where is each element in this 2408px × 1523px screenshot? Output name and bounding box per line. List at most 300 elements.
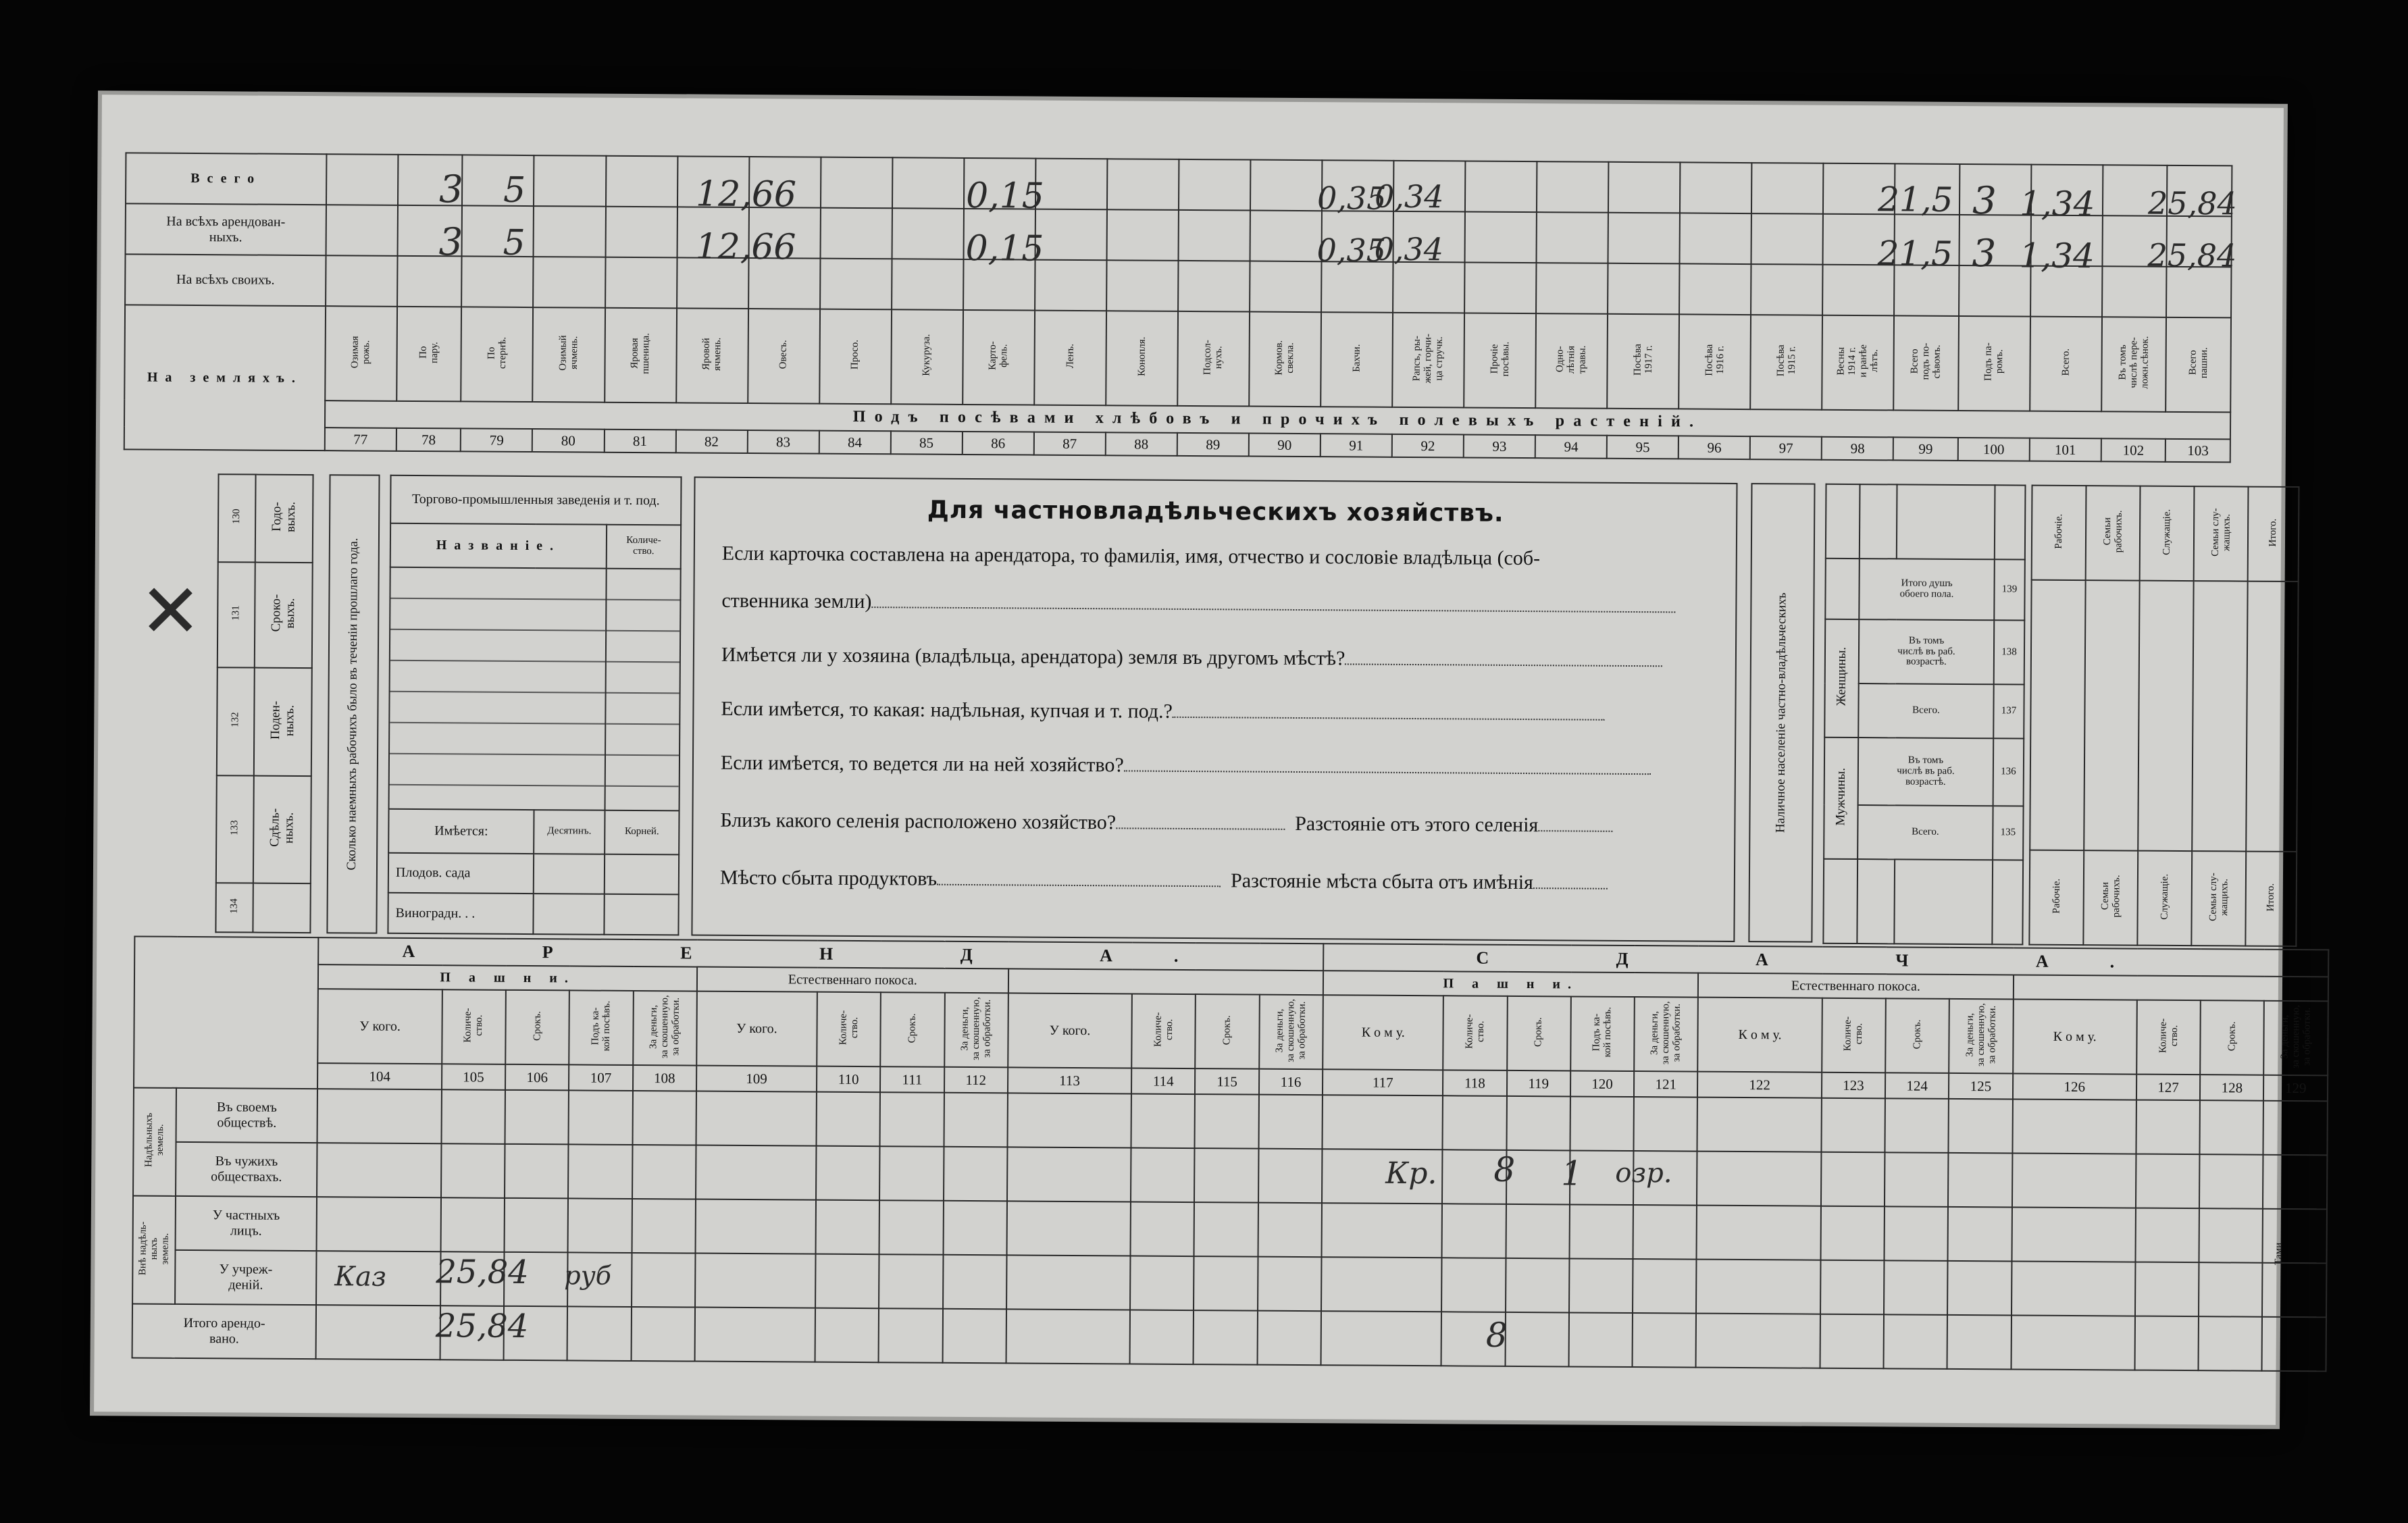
lease-cell[interactable] [1006, 1201, 1131, 1256]
staff-col-header: Рабочіе. [2029, 850, 2084, 945]
staff-table [2028, 485, 2299, 947]
crop-column-number: 77 [325, 428, 396, 451]
lease-cell[interactable] [1633, 1313, 1697, 1368]
hand-r2-e: 0,35 [1316, 232, 1387, 269]
staff-col-header: Итого. [2245, 852, 2297, 946]
korney-header: Корней. [605, 810, 679, 854]
lease-col-header: За деньги, за скошенную, за обработки. [1259, 995, 1323, 1070]
lease-cell[interactable] [1948, 1153, 2012, 1208]
lease-cell[interactable] [632, 1199, 696, 1254]
lease-column-number: 127 [2136, 1075, 2201, 1101]
hand-srok: 1 [1561, 1154, 1583, 1193]
hand-r1-e: 0,35 [1316, 180, 1387, 217]
population-table [1822, 484, 2026, 946]
lease-cell[interactable] [1257, 1311, 1321, 1366]
pop-num-139: 139 [1994, 559, 2025, 620]
private-estates-box [691, 477, 1737, 942]
lease-cell[interactable] [441, 1143, 505, 1198]
lease-cell[interactable] [1569, 1204, 1633, 1259]
pop-num-137: 137 [1993, 684, 2024, 738]
lease-cell[interactable] [1885, 1098, 1949, 1153]
population-label: Наличное населеніе частно-владѣльческихъ [1748, 483, 1815, 943]
lease-cell[interactable] [695, 1254, 816, 1308]
lease-cell[interactable] [1570, 1096, 1634, 1151]
crop-header: Ленъ. [1034, 311, 1106, 406]
crop-column-number: 94 [1535, 435, 1607, 459]
lease-cell[interactable] [1323, 1095, 1443, 1150]
lease-cell[interactable] [1007, 1147, 1131, 1202]
worker-num-133: 133 [216, 775, 254, 883]
lease-cell[interactable] [2135, 1208, 2199, 1263]
women-working-age: Въ томъ числѣ въ раб. возрастѣ. [1859, 619, 1995, 684]
lease-cell[interactable] [1696, 1314, 1820, 1368]
lease-cell[interactable] [1441, 1258, 1506, 1312]
lease-cell[interactable] [1634, 1097, 1698, 1152]
lease-cell[interactable] [1258, 1203, 1322, 1258]
lease-cell[interactable] [2134, 1316, 2199, 1371]
pop-num-135: 135 [1993, 806, 2023, 860]
hand-r1-j: 25,84 [2147, 184, 2237, 222]
hand-posev: озр. [1615, 1157, 1672, 1189]
staff-col-header: Рабочіе. [2032, 486, 2086, 580]
vineyard-label: Виноградн. . . [388, 893, 533, 934]
lease-cell[interactable] [1258, 1149, 1323, 1204]
total-both-sexes: Итого душъ обоего пола. [1859, 559, 1995, 620]
crop-header: Карто- фель. [963, 310, 1035, 405]
hand-r2-i: 1,34 [2019, 236, 2095, 276]
men-working-age: Въ томъ числѣ въ раб. возрастѣ. [1858, 738, 1994, 806]
lease-cell[interactable] [1321, 1311, 1442, 1366]
desyatin-header: Десятинъ. [534, 810, 605, 854]
lease-column-number: 114 [1131, 1068, 1196, 1094]
crop-column-number: 84 [819, 431, 890, 455]
lease-cell[interactable] [2199, 1262, 2263, 1317]
hand-r1-c: 12,66 [695, 174, 797, 215]
staff-col-header: Итого. [2248, 487, 2299, 582]
worker-yearly: Годо- выхъ. [269, 501, 298, 532]
crop-column-number: 91 [1321, 434, 1392, 457]
lease-cell[interactable] [317, 1197, 441, 1251]
lease-cell[interactable] [632, 1145, 696, 1199]
lease-cell[interactable] [2199, 1208, 2263, 1263]
lease-cell[interactable] [1006, 1255, 1131, 1310]
crop-column-number: 90 [1249, 434, 1321, 457]
lease-column-number: 121 [1634, 1071, 1698, 1098]
lease-cell[interactable] [1697, 1206, 1821, 1260]
hand-itogo-kol: 25,84 [435, 1307, 529, 1346]
edge-label: Тами [2273, 1242, 2284, 1265]
q5-distance: Разстояніе отъ этого селенія [1295, 812, 1539, 837]
lease-cell[interactable] [568, 1198, 632, 1253]
q6-text: Мѣсто сбыта продуктовъ [719, 866, 938, 890]
crop-column-number: 87 [1034, 432, 1106, 456]
lease-cell[interactable] [1506, 1150, 1570, 1205]
crop-column-number: 96 [1679, 436, 1750, 459]
lease-col-header: За деньги, за скошенную, за обработки. [2264, 1001, 2328, 1076]
lease-cell[interactable] [2012, 1207, 2136, 1262]
lease-cell[interactable] [2012, 1099, 2136, 1154]
lease-cell[interactable] [1884, 1206, 1948, 1261]
lease-cell[interactable] [1947, 1261, 2012, 1316]
lease-cell[interactable] [879, 1254, 943, 1309]
crop-header: Просо. [819, 309, 892, 405]
pop-num-136: 136 [1993, 738, 2024, 806]
lease-cell[interactable] [2136, 1100, 2200, 1155]
lease-column-number: 124 [1885, 1073, 1949, 1099]
lease-column-number: 106 [505, 1064, 569, 1091]
women-total: Всего. [1858, 683, 1993, 738]
crop-column-number: 101 [2030, 438, 2101, 462]
lease-cell[interactable] [316, 1305, 440, 1360]
q6-distance: Разстояніе мѣста сбыта отъ имѣнія [1230, 869, 1534, 894]
orchard-label: Плодов. сада [388, 852, 534, 894]
q5-text: Близъ какого селенія расположено хозяйство? [720, 808, 1117, 834]
lease-cell[interactable] [505, 1090, 569, 1145]
staff-col-header: Служащіе. [2137, 851, 2192, 946]
lease-cell[interactable] [1130, 1256, 1194, 1310]
lease-cell[interactable] [815, 1308, 879, 1363]
lease-cell[interactable] [879, 1308, 943, 1363]
lease-cell[interactable] [1948, 1207, 2012, 1262]
lease-cell[interactable] [1949, 1099, 2013, 1154]
crop-header: Одно- лѣтнія травы. [1535, 313, 1608, 409]
hand-kol: 8 [1493, 1150, 1516, 1189]
lease-cell[interactable] [2262, 1317, 2326, 1372]
lease-cell[interactable] [1820, 1206, 1885, 1261]
lease-cell[interactable] [816, 1146, 880, 1201]
lease-cell[interactable] [1006, 1309, 1130, 1364]
q3-answer[interactable] [1173, 702, 1605, 721]
lease-cell[interactable] [2200, 1100, 2264, 1155]
row-label-rented: На всѣхъ арендован- ныхъ. [126, 203, 326, 255]
trade-table [387, 475, 682, 936]
lease-cell[interactable] [1883, 1314, 1947, 1369]
lease-column-number: 117 [1323, 1069, 1443, 1095]
lease-cell[interactable] [2012, 1153, 2136, 1208]
lease-cell[interactable] [569, 1090, 633, 1145]
lease-cell[interactable] [1194, 1202, 1258, 1257]
lease-col-header: Количе- ство. [817, 992, 881, 1067]
lease-cell[interactable] [1321, 1257, 1442, 1312]
hand-kolich: 25,84 [436, 1253, 529, 1292]
lease-cell[interactable] [568, 1144, 632, 1199]
lease-cell[interactable] [879, 1200, 944, 1255]
lease-col-header: Срокъ. [880, 992, 944, 1067]
lease-col-header: Срокъ. [1196, 994, 1260, 1069]
q4-answer[interactable] [1124, 755, 1651, 775]
men-total: Всего. [1858, 805, 1993, 860]
lease-col-header: У кого. [1008, 993, 1132, 1068]
lease-cell[interactable] [317, 1089, 442, 1143]
lease-column-number: 104 [317, 1063, 442, 1089]
crop-header: Конопля. [1106, 311, 1178, 406]
sdacha-header: С Д А Ч А. [1323, 944, 2328, 977]
lease-cell[interactable] [1568, 1312, 1633, 1367]
lease-column-number: 110 [817, 1066, 881, 1093]
lease-cell[interactable] [944, 1093, 1008, 1147]
crop-header: Яровой ячмень. [676, 308, 748, 403]
workers-table [215, 473, 313, 933]
crop-column-number: 89 [1177, 433, 1249, 457]
lease-col-header: Подъ ка- кой посѣвъ. [1570, 996, 1635, 1071]
lease-cell[interactable] [696, 1145, 817, 1200]
hand-u-kogo: Каз [334, 1261, 387, 1293]
lease-column-number: 112 [944, 1067, 1008, 1093]
lease-cell[interactable] [1131, 1093, 1196, 1148]
lease-cell[interactable] [1821, 1152, 1885, 1207]
lease-cell[interactable] [567, 1306, 632, 1361]
lease-cell[interactable] [1130, 1310, 1194, 1364]
arenda-pashni: П а ш н и. [318, 964, 697, 991]
crop-header: Подъ па- ромъ. [1958, 316, 2030, 411]
trade-qty-lines [605, 568, 681, 810]
lease-cell[interactable] [815, 1254, 879, 1309]
hand-r2-f: 0,34 [1374, 230, 1444, 268]
hand-r1-g: 21,5 [1877, 180, 1953, 220]
crop-header: Озимый ячмень. [533, 307, 605, 403]
lease-column-number: 115 [1195, 1068, 1259, 1095]
q6-answer[interactable] [937, 869, 1221, 887]
worker-daily: Поден- ныхъ. [267, 700, 297, 740]
crop-header: По пару. [396, 307, 461, 402]
lease-cell[interactable] [880, 1092, 944, 1147]
row-own-society: Въ своемъ обществѣ. [176, 1088, 317, 1143]
lease-col-header: К о м у. [1698, 998, 1822, 1073]
lease-cell[interactable] [943, 1255, 1007, 1310]
crop-column-number: 78 [396, 428, 461, 452]
lease-col-header: К о м у. [2013, 999, 2137, 1074]
lease-column-number: 111 [880, 1066, 944, 1093]
worker-num-130: 130 [218, 474, 256, 562]
lease-cell[interactable] [2135, 1262, 2199, 1317]
staff-col-header: Семьи рабочихъ. [2086, 486, 2141, 580]
lease-cell[interactable] [632, 1091, 696, 1145]
lease-column-number: 113 [1008, 1067, 1132, 1093]
imeetsya-label: Имѣется: [388, 808, 534, 853]
crop-column-number: 93 [1464, 434, 1535, 458]
hand-r1-f: 0,34 [1374, 178, 1444, 215]
lease-cell[interactable] [1697, 1098, 1822, 1152]
lease-cell[interactable] [1696, 1260, 1820, 1314]
lease-cell[interactable] [2199, 1154, 2263, 1209]
lease-column-number: 126 [2013, 1073, 2137, 1100]
lease-cell[interactable] [2136, 1154, 2200, 1209]
crop-column-number: 80 [532, 429, 604, 453]
lease-cell[interactable] [2263, 1209, 2327, 1264]
crop-header: По стернѣ. [461, 307, 534, 402]
lease-cell[interactable] [632, 1253, 696, 1308]
crop-column-number: 79 [461, 428, 532, 452]
hand-rub: руб [564, 1260, 612, 1291]
crop-header: Озимая рожь. [325, 306, 397, 401]
trade-title: Торгово-промышленныя заведенія и т. под. [390, 475, 681, 525]
q5-answer[interactable] [1116, 812, 1285, 830]
lease-column-number: 129 [2263, 1075, 2328, 1102]
worker-num-131: 131 [217, 562, 255, 668]
lease-cell[interactable] [1131, 1202, 1195, 1256]
crop-column-number: 100 [1958, 438, 2030, 461]
lease-column-number: 119 [1506, 1070, 1570, 1097]
lease-cell[interactable] [1505, 1312, 1569, 1367]
crop-header: Подсол- нухъ. [1177, 311, 1250, 407]
crop-column-number: 97 [1750, 436, 1822, 460]
q3-text: Если имѣется, то какая: надѣльная, купчая и т. под.? [721, 697, 1173, 723]
lease-cell[interactable] [505, 1144, 569, 1199]
worker-num-134: 134 [215, 883, 253, 932]
lease-col-header: Подъ ка- кой посѣвъ. [569, 990, 634, 1065]
staff-col-header: Семьи слу- жащихъ. [2191, 851, 2246, 946]
crop-header: Весны 1914 г. и ранѣе лѣтъ. [1822, 315, 1894, 411]
row-other-societies: Въ чужихъ обществахъ. [176, 1142, 317, 1197]
crop-column-number: 98 [1822, 437, 1893, 461]
lease-cell[interactable] [1258, 1095, 1323, 1150]
q1-line-a: Если карточка составлена на арендатора, то фамилія, имя, отчество и сословіе владѣльца (соб- [721, 542, 1541, 570]
lease-cell[interactable] [944, 1147, 1008, 1202]
vne-label: Внѣ надѣль- ныхъ земель. [136, 1221, 171, 1275]
lease-cell[interactable] [1506, 1258, 1570, 1313]
staff-col-header: Семьи слу- жащихъ. [2194, 486, 2249, 581]
lease-column-number: 108 [633, 1065, 697, 1091]
lease-cell[interactable] [2199, 1316, 2263, 1371]
lease-column-number: 128 [2200, 1075, 2264, 1101]
lease-column-number: 118 [1443, 1070, 1507, 1096]
worker-num-132: 132 [217, 667, 255, 775]
row-private-persons: У частныхъ лицъ. [175, 1196, 317, 1251]
crop-header: Овесъ. [748, 309, 820, 404]
lease-col-header: К о м у. [1323, 995, 1443, 1070]
trade-name-lines [389, 567, 607, 810]
staff-col-header: Семьи рабочихъ. [2083, 850, 2138, 945]
lease-cell[interactable] [942, 1309, 1006, 1364]
lease-cell[interactable] [505, 1198, 569, 1253]
hand-r1-i: 1,34 [2019, 184, 2095, 224]
hand-r2-j: 25,84 [2147, 236, 2237, 274]
nadel-label: Надѣльныхъ земель. [143, 1112, 166, 1168]
lease-cell[interactable] [1697, 1152, 1821, 1206]
lease-cell[interactable] [694, 1308, 815, 1362]
lease-cell[interactable] [1820, 1260, 1885, 1315]
lease-cell[interactable] [2012, 1261, 2136, 1316]
lease-cell[interactable] [1007, 1093, 1131, 1147]
lease-cell[interactable] [1633, 1205, 1697, 1260]
q1-answer[interactable] [871, 592, 1675, 613]
lease-cell[interactable] [815, 1200, 879, 1255]
hand-itogo-sdacha: 8 [1485, 1315, 1508, 1355]
lease-cell[interactable] [1885, 1152, 1949, 1207]
lease-cell[interactable] [1258, 1257, 1322, 1312]
lease-col-header: За деньги, за скошенную, за обработки. [1634, 997, 1698, 1072]
lease-column-number: 107 [569, 1064, 633, 1091]
lease-col-header: У кого. [696, 991, 817, 1066]
crop-column-number: 102 [2101, 438, 2166, 462]
crop-column-number: 81 [604, 430, 675, 453]
lease-cell[interactable] [1947, 1315, 2012, 1370]
lease-cell[interactable] [696, 1091, 817, 1146]
crop-header: Бахчи. [1321, 312, 1393, 407]
lease-cell[interactable] [2263, 1155, 2327, 1210]
lease-cell[interactable] [1633, 1259, 1697, 1314]
q2-answer[interactable] [1345, 648, 1662, 667]
lease-column-number: 116 [1259, 1069, 1323, 1095]
lease-col-header: За деньги, за скошенную, за обработки. [1949, 999, 2013, 1074]
lease-cell[interactable] [1322, 1203, 1443, 1258]
hand-r1-a: 3 [438, 167, 463, 212]
row-label-lands: На земляхъ. [124, 305, 326, 450]
crop-header: Всего подъ по- сѣвомъ. [1894, 315, 1959, 411]
lease-cell[interactable] [879, 1146, 944, 1201]
hand-r2-h: 3 [1972, 232, 1997, 276]
lease-cell[interactable] [1194, 1256, 1258, 1311]
lease-col-header: У кого. [318, 989, 442, 1064]
lease-cell[interactable] [2263, 1101, 2328, 1156]
row-institutions: У учреж- деній. [175, 1250, 317, 1305]
arenda-pokos: Естественнаго покоса. [697, 967, 1008, 993]
crop-header: Всего пашни. [2166, 317, 2232, 413]
lease-cell[interactable] [1194, 1310, 1258, 1365]
lease-cell[interactable] [1569, 1258, 1633, 1313]
crop-column-number: 82 [675, 430, 747, 453]
lease-cell[interactable] [816, 1092, 880, 1147]
arenda-header: А Р Е Н Д А. [319, 937, 1324, 971]
lease-col-header: Количе- ство. [1443, 996, 1507, 1070]
lease-cell[interactable] [1194, 1148, 1258, 1203]
lease-cell[interactable] [2011, 1315, 2135, 1370]
crop-header: Яровая пшеница. [605, 308, 677, 403]
lease-cell[interactable] [943, 1201, 1007, 1256]
lease-cell[interactable] [2262, 1263, 2326, 1318]
lease-column-number: 109 [696, 1066, 817, 1092]
crop-header: Прочіе посѣвы. [1464, 313, 1536, 408]
lease-cell[interactable] [440, 1197, 505, 1252]
lease-cell[interactable] [1506, 1204, 1570, 1259]
crop-column-number: 88 [1106, 432, 1177, 456]
lease-cell[interactable] [1442, 1204, 1506, 1258]
lease-col-header: Количе- ство. [442, 989, 506, 1064]
men-label: Мужчины. [1833, 767, 1848, 826]
crop-header: Всего. [2030, 317, 2102, 412]
lease-col-header: Срокъ. [505, 990, 569, 1065]
lease-cell[interactable] [1131, 1147, 1195, 1202]
lease-col-header: Количе- ство. [1131, 993, 1196, 1068]
crops-banner: Подъ посѣвами хлѣбовъ и прочихъ полевыхъ растеній. [325, 401, 2230, 439]
crop-header: Въ томъ числѣ пере- ложн.сѣнок. [2101, 317, 2166, 412]
lease-cell[interactable] [1506, 1096, 1570, 1151]
lease-cell[interactable] [1195, 1094, 1259, 1149]
hand-r2-a: 3 [438, 220, 463, 265]
lease-cell[interactable] [441, 1089, 505, 1144]
lease-cell[interactable] [1821, 1098, 1885, 1153]
q5-distance-answer[interactable] [1538, 815, 1612, 832]
lease-col-header: За деньги, за скошенную, за обработки. [633, 991, 697, 1066]
lease-cell[interactable] [317, 1143, 441, 1197]
lease-column-number: 123 [1822, 1073, 1886, 1099]
lease-cell[interactable] [1820, 1314, 1884, 1369]
q4-text: Если имѣется, то ведется ли на ней хозяйство? [720, 751, 1124, 777]
trade-name-header: Названіе. [390, 523, 607, 568]
q6-distance-answer[interactable] [1533, 873, 1608, 889]
lease-col-header: За деньги, за скошенную, за обработки. [944, 993, 1008, 1068]
lease-cell[interactable] [1443, 1095, 1507, 1150]
trade-qty-header: Количе- ство. [607, 524, 681, 569]
crop-column-number: 85 [890, 431, 962, 455]
hired-workers-label: Сколько наемныхъ рабочихъ было въ теченіи прошлаго года. [326, 474, 380, 933]
hand-r2-g: 21,5 [1877, 234, 1953, 274]
crop-header: Посѣва 1917 г. [1607, 314, 1679, 409]
lease-column-number: 120 [1570, 1070, 1635, 1097]
lease-cell[interactable] [631, 1307, 695, 1362]
lease-cell[interactable] [695, 1199, 816, 1254]
lease-cell[interactable] [1884, 1260, 1948, 1315]
